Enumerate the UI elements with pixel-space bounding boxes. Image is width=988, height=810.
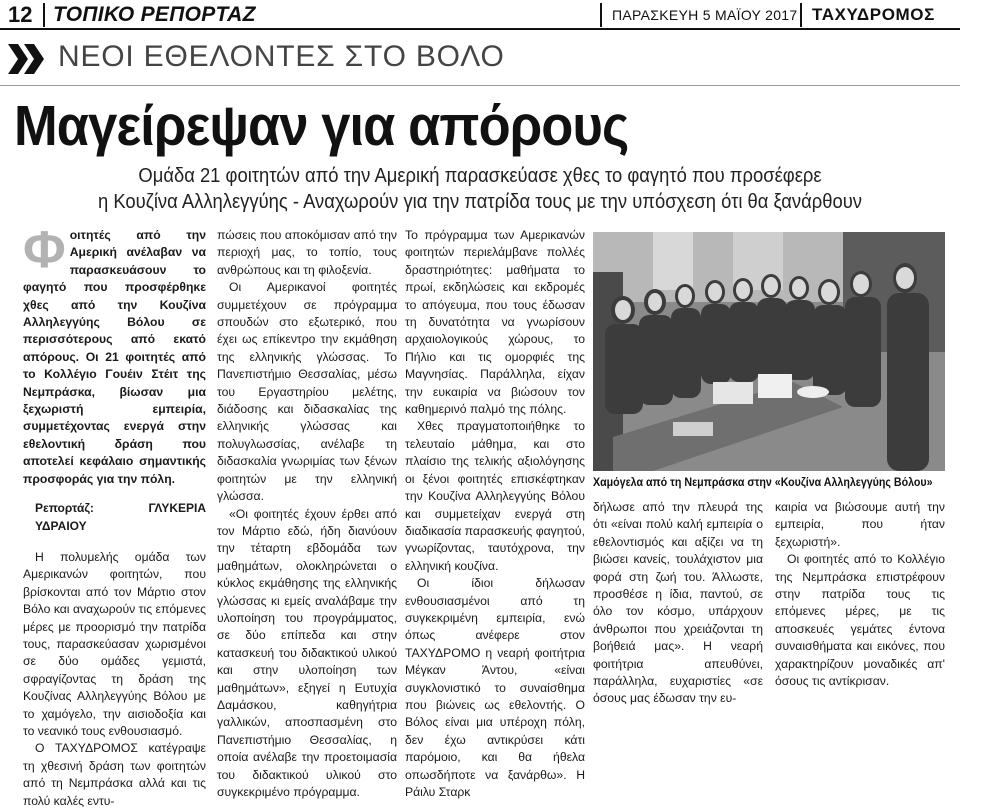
news-photo [593,232,945,471]
paragraph: καιρία να βιώσουμε αυτή την εμπειρία, που ήταν ξεχωριστή». [775,500,945,549]
paragraph: «Οι φοιτητές έχουν έρθει από τον Μάρτιο εδώ, ήδη διανύουν την τέταρτη εβδομάδα των μαθημάτων, ολοκληρώνεται ο κύκλος εκμάθησης της ελληνικής γλώσσας κι εμείς αναλάβαμε την υλοποίηση του προγράμματος, σε δύο επίπεδα και στην κατασκευή του διδακτικού υλικού και στην υλοποίηση των μαθημάτων», εξηγεί η Ευτυχία Δαμάσκου, καθηγήτρια γαλλικών, αποσπασμένη στο Πανεπιστήμιο Θεσσαλίας, η οποία ανέλαβε την προετοιμασία του διδακτικού υλικού στο συγκεκριμένο πρόγραμμα. [217,506,397,799]
header-divider [43,3,45,27]
paragraph: δήλωσε από την πλευρά της ότι «είναι πολύ καλή εμπειρία ο εθελοντισμός και αξίζει να τη βιώσει κανείς, τουλάχιστον μια φορά στη ζωή του. Άλλωστε, προσθέσε η ίδια, παντού, σε όλο τον κόσμο, υπάρχουν άνθρωποι που χρειάζονται τη βοήθειά μας». Η νεαρή φοιτήτρια απευθύνει, παράλληλα, ευχαριστίες «σε όσους μας έδωσαν την ευ- [593,500,763,706]
lead-text: οιτητές από την Αμερική ανέλαβαν να παρασκευάσουν το φαγητό που προσφέρθηκε χθες από την Κουζίνα Αλληλεγγύης Βόλου σε περισσότερους από εκατό απόρους. Οι 21 φοιτητές από το Κολλέγιο Γουέιν Στέιτ της Νεμπράσκα, βίωσαν μια ξεχωριστή εμπειρία, συμμετέχοντας ενεργά στην εθελοντική δράση που αποτελεί κεφάλαιο σημαντικής προσφοράς για την πόλη. [23,228,206,486]
lead-paragraph [23,221,206,488]
issue-date: ΠΑΡΑΣΚΕΥΗ 5 ΜΑΪΟΥ 2017 [612,7,798,23]
students-kitchen-photo [593,232,945,471]
header-divider [600,3,602,27]
paragraph: Οι φοιτητές από το Κολλέγιο της Νεμπράσκα επιστρέφουν στην πατρίδα τους τις επόμενες μέρες, με τις αποσκευές γεμάτες έντονα συναισθήματα και εικόνες, που χαρακτηρίζουν μοναδικές απ' όσους τις αντίκρισαν. [775,552,945,689]
paragraph: Το πρόγραμμα των Αμερικανών φοιτητών περιελάμβανε πολλές δραστηριότητες: μαθήματα το πρωί, εκδηλώσεις και εκδρομές το απόγευμα, που τους έδωσαν τη δυνατότητα να γνωρίσουν αρχαιολογικούς χώρους, το Πήλιο και τις ομορφιές της Μαγνησίας. Παράλληλα, είχαν την ευκαιρία να βιώσουν τον καθημερινό παλμό της πόλης. [405,228,585,417]
headline: Μαγείρεψαν για απόρους [14,94,629,158]
paragraph: Χθες πραγματοποιήθηκε το τελευταίο μάθημα, και στο πλαίσιο της τελικής αξιολόγησης οι ξένοι φοιτητές επισκέφτηκαν την Κουζίνα Αλληλεγγύης Βόλου και συμμετείχαν ενεργά στη διαδικασία παρασκευής φαγητού, γνωρίζοντας, ταυτόχρονα, την ελληνική κουζίνα. [405,419,585,573]
divider-line [0,85,960,86]
paragraph: Οι ίδιοι δήλωσαν ενθουσιασμένοι από τη συγκεκριμένη εμπειρία, ενώ όπως ανέφερε στον ΤΑΧΥΔΡΟΜΟ η νεαρή φοιτήτρια Μέγκαν Άντου, «είναι συγκλονιστικό το συναίσθημα που βιώνεις ως εθελοντής. Ο Βόλος είναι μια υπέροχη πόλη, δεν έχω αντικρύσει κάτι παρόμοιο, και θα ήθελα οπωσδήποτε να ξανάρθω». Η Ράιλυ Σταρκ [405,576,585,799]
article-column-3 [405,227,585,801]
article-column-2 [217,227,397,801]
double-chevron-icon [6,42,48,76]
article-column-1 [23,221,206,810]
kicker: ΝΕΟΙ ΕΘΕΛΟΝΤΕΣ ΣΤΟ ΒΟΛΟ [58,40,505,73]
drop-cap: Φ [23,221,66,279]
section-title: ΤΟΠΙΚΟ ΡΕΠΟΡΤΑΖ [53,3,256,26]
page-header [0,0,960,30]
article-column-5 [775,499,945,690]
byline: Ρεπορτάζ: ΓΛΥΚΕΡΙΑ ΥΔΡΑΙΟΥ [35,501,206,533]
paragraph: πώσεις που αποκόμισαν από την περιοχή μας, το τοπίο, τους ανθρώπους και τη φιλοξενία. [217,228,397,277]
paragraph: Οι Αμερικανοί φοιτητές συμμετέχουν σε πρόγραμμα σπουδών στο εξωτερικό, που έχει ως επίκεντρο την εκμάθηση της ελληνικής γλώσσας. Το Πανεπιστήμιο Θεσσαλίας, μέσω του Εργαστηρίου μελέτης, διάδοσης και διδασκαλίας της ελληνικής γλώσσας και πολυγλωσσίας, ανέλαβε τη διδασκαλία γνωριμίας των ξένων φοιτητών με την ελληνική γλώσσα. [217,280,397,504]
newspaper-name: ΤΑΧΥΔΡΟΜΟΣ [812,5,935,24]
subheadline-line: Ομάδα 21 φοιτητών από την Αμερική παρασκεύασε χθες το φαγητό που προσέφερε [138,165,822,187]
header-divider [800,3,802,27]
subheadline [0,163,960,215]
page-number: 12 [8,2,33,27]
paragraph: Η πολυμελής ομάδα των Αμερικανών φοιτητών, που βρίσκονται από τον Μάρτιο στον Βόλο και αναχωρούν τις επόμενες μέρες με προορισμό την πατρίδα τους, παρασκεύασαν χωρισμένοι σε δύο ομάδες γεμιστά, σφραγίζοντας τη δράση της Κουζίνας Αλληλεγγύης Βόλου με το χαμόγελο, την αισιοδοξία και το νεανικό τους ενθουσιασμό. [23,549,206,738]
photo-caption [593,475,945,489]
article-column-4 [593,499,763,708]
caption-quote: «Κουζίνα Αλληλεγγύης Βόλου» [774,475,933,489]
subheadline-line: η Κουζίνα Αλληλεγγύης - Αναχωρούν για την πατρίδα τους με την υπόσχεση ότι θα ξανάρθουν [98,191,862,213]
caption-text: Χαμόγελα από τη Νεμπράσκα στην [593,475,775,489]
paragraph: Ο ΤΑΧΥΔΡΟΜΟΣ κατέγραψε τη χθεσινή δράση των φοιτητών από τη Νεμπράσκα αλλά και τις πολύ καλές εντυ- [23,741,206,808]
